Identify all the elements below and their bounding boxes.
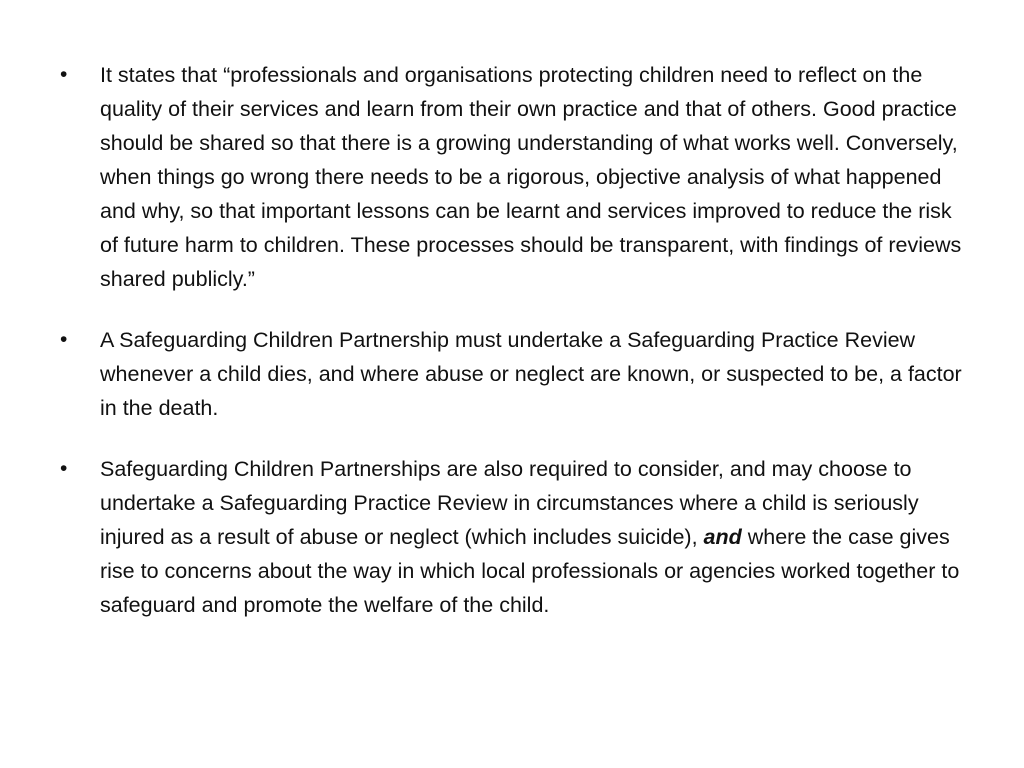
bullet-text-before: Safeguarding Children Partnerships are also required to consider, and may choose to undertake a Safeguarding Practice Review in circumstances where a child is seriously injured as a result of abuse or neglect (which includes suicide), [100, 457, 919, 549]
bullet-text: A Safeguarding Children Partnership must undertake a Safeguarding Practice Review whenever a child dies, and where abuse or neglect are known, or suspected to be, a factor in the death. [100, 328, 962, 420]
bullet-icon: • [60, 63, 68, 86]
emphasis-and: and [703, 525, 742, 549]
bullet-item-child-death [60, 323, 964, 425]
bullet-icon: • [60, 457, 68, 480]
bullet-text: It states that “professionals and organisations protecting children need to reflect on the quality of their services and learn from their own practice and that of others. Good practice should be shared so that there is a growing understanding of what works well. Conversely, when things go wrong there needs to be a rigorous, objective analysis of what happened and why, so that important lessons can be learnt and services improved to reduce the risk of future harm to children. These processes should be transparent, with findings of reviews shared publicly.” [100, 63, 962, 291]
bullet-text [100, 452, 964, 622]
bullet-item-serious-injury [60, 452, 964, 622]
bullet-item-review-purpose [60, 58, 964, 296]
bullet-text-after: where the case gives rise to concerns about the way in which local professionals or agencies worked together to safeguard and promote the welfare of the child. [100, 525, 960, 617]
bullet-list [60, 58, 964, 622]
bullet-icon: • [60, 328, 68, 351]
